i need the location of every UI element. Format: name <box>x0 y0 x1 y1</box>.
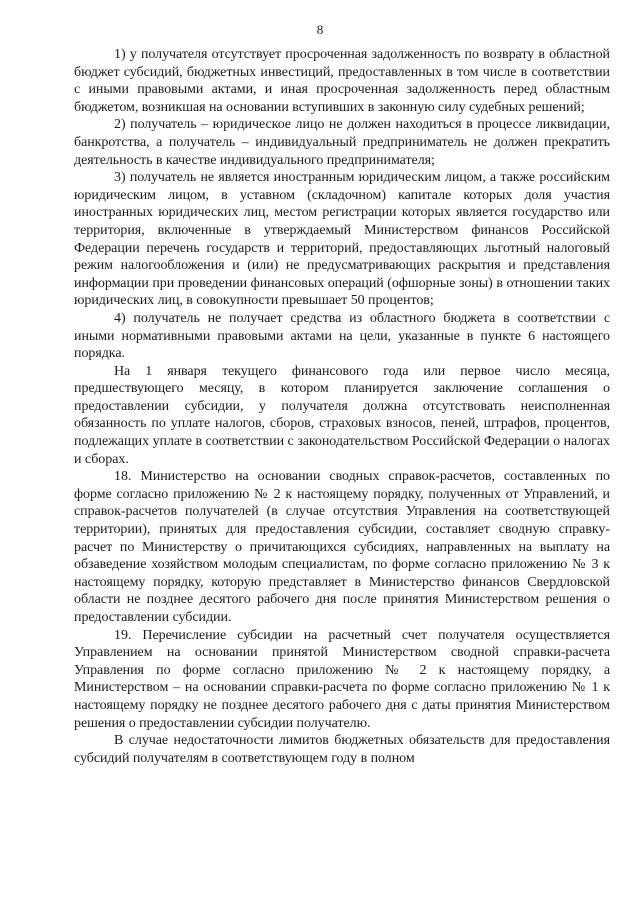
document-body <box>74 46 610 767</box>
paragraph-clause-19: 19. Перечисление субсидии на расчетный счет получателя осуществляется Управлением на основании принятой Министерством сводной справки-расчета Управления по форме согласно приложению № 2 к настоящему порядку, а Министерством – на основании справки-расчета по форме согласно приложению № 1 к настоящему порядку не позднее десятого рабочего дня с даты принятия Министерством решения о предоставлении субсидии получателю. <box>74 627 610 731</box>
paragraph-debt-condition: На 1 января текущего финансового года или первое число месяца, предшествующего месяцу, в котором планируется заключение соглашения о предоставлении субсидии, у получателя должна отсутствовать неисполненная обязанность по уплате налогов, сборов, страховых взносов, пеней, штрафов, процентов, подлежащих уплате в соответствии с законодательством Российской Федерации о налогах и сборах. <box>74 363 610 467</box>
paragraph-item-1: 1) у получателя отсутствует просроченная задолженность по возврату в областной бюджет субсидий, бюджетных инвестиций, предоставленных в том числе в соответствии с иными правовыми актами, и иная просроченная задолженность перед областным бюджетом, возникшая на основании вступивших в законную силу судебных решений; <box>74 47 610 115</box>
paragraph-limits-shortage: В случае недостаточности лимитов бюджетных обязательств для предоставления субсидий получателям в соответствующем году в полном <box>74 733 610 766</box>
paragraph-item-2: 2) получатель – юридическое лицо не должен находиться в процессе ликвидации, банкротства, а получатель – индивидуальный предприниматель не должен прекратить деятельность в качестве индивидуального предпринимателя; <box>74 117 610 168</box>
page-number: 8 <box>316 22 324 37</box>
paragraph-clause-18: 18. Министерство на основании сводных справок-расчетов, составленных по форме согласно приложению № 2 к настоящему порядку, полученных от Управлений, и справок-расчетов получателей (в случае отсутствия Управления на соответствующей территории), принятых для предоставления субсидии, составляет сводную справку-расчет по Министерству о причитающихся субсидиях, направленных на выплату на обзаведение хозяйством молодым специалистам, по форме согласно приложению № 3 к настоящему порядку, которую представляет в Министерство финансов Свердловской области не позднее десятого рабочего дня после принятия Министерством решения о предоставлении субсидии. <box>74 469 610 625</box>
paragraph-item-4: 4) получатель не получает средства из областного бюджета в соответствии с иными нормативными правовыми актами на цели, указанные в пункте 6 настоящего порядка. <box>74 310 610 362</box>
paragraph-item-3: 3) получатель не является иностранным юридическим лицом, а также российским юридическим лицом, в уставном (складочном) капитале которых доля участия иностранных юридических лиц, местом регистрации которых является государство или территория, включенные в утверждаемый Министерством финансов Российской Федерации перечень государств и территорий, предоставляющих льготный налоговый режим налогообложения и (или) не предусматривающих раскрытия и представления информации при проведении финансовых операций (офшорные зоны) в отношении таких юридических лиц, в совокупности превышает 50 процентов; <box>74 170 610 309</box>
